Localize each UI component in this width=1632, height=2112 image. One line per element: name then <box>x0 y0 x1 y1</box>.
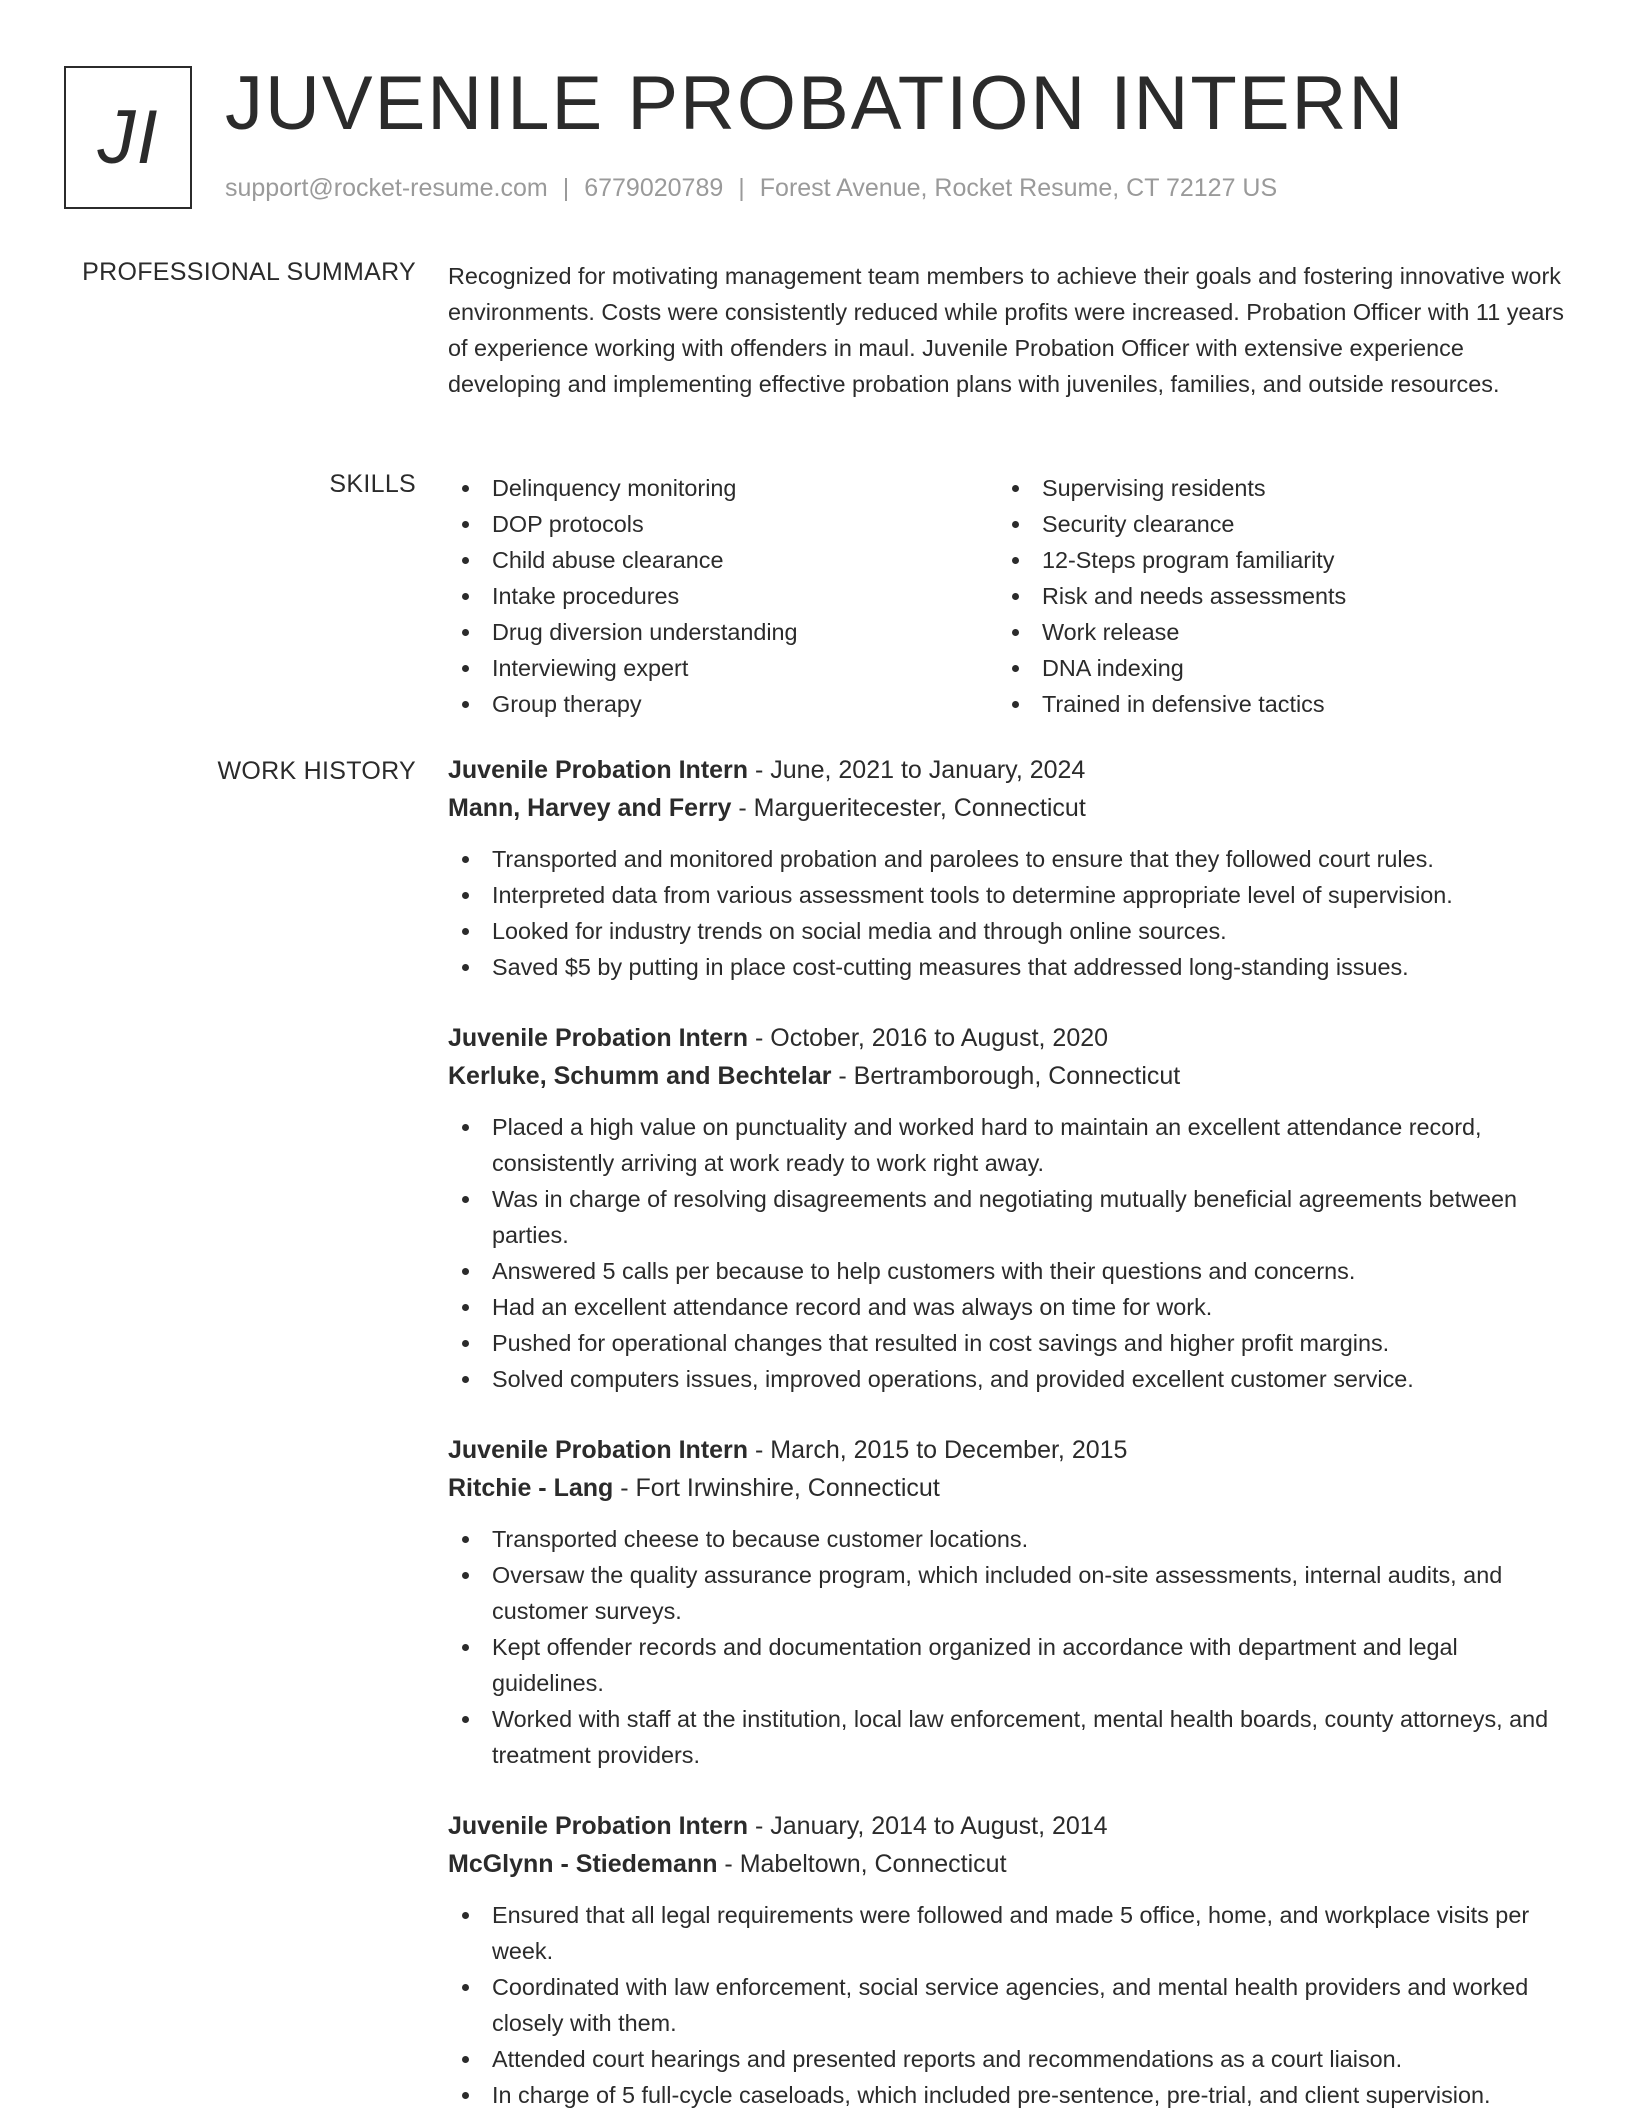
skill-item: Trained in defensive tactics <box>998 686 1548 722</box>
contact-phone[interactable]: 6779020789 <box>584 174 724 202</box>
skill-item: 12-Steps program familiarity <box>998 542 1548 578</box>
job-bullet: In charge of 5 full-cycle caseloads, which included pre-sentence, pre-trial, and client supervision. <box>448 2077 1568 2112</box>
summary-text: Recognized for motivating management team members to achieve their goals and fostering innovative work environments. Costs were consistently reduced while profits were increased. Probation Officer with 11 years of experience working with offenders in maul. Juvenile Probation Officer with extensive experience developing and implementing effective probation plans with juveniles, families, and outside resources. <box>448 263 1564 397</box>
job-bullet: Attended court hearings and presented reports and recommendations as a court liaison. <box>448 2041 1568 2077</box>
skill-item: Work release <box>998 614 1548 650</box>
job-role-line <box>448 1807 1568 1845</box>
job-location: - Bertramborough, Connecticut <box>831 1062 1181 1090</box>
job-bullet: Saved $5 by putting in place cost-cutting measures that addressed long-standing issues. <box>448 949 1568 985</box>
section-title-work-history: WORK HISTORY <box>217 757 416 785</box>
job-location: - Mabeltown, Connecticut <box>717 1850 1007 1878</box>
job-bullets <box>448 1521 1568 1773</box>
job-location: - Fort Irwinshire, Connecticut <box>613 1474 940 1502</box>
job-role: Juvenile Probation Intern <box>448 1024 749 1052</box>
contact-separator: | <box>738 174 745 202</box>
job-bullet: Worked with staff at the institution, local law enforcement, mental health boards, county attorneys, and treatment providers. <box>448 1701 1568 1773</box>
job-role: Juvenile Probation Intern <box>448 756 749 784</box>
section-title-skills: SKILLS <box>329 470 416 498</box>
job-bullets <box>448 1109 1568 1397</box>
skills-column-left <box>448 470 998 722</box>
contact-email[interactable]: support@rocket-resume.com <box>225 174 548 202</box>
job-company: McGlynn - Stiedemann <box>448 1850 718 1878</box>
skill-item: Group therapy <box>448 686 998 722</box>
job-bullet: Ensured that all legal requirements were followed and made 5 office, home, and workplace visits per week. <box>448 1897 1568 1969</box>
skill-item: DNA indexing <box>998 650 1548 686</box>
skill-item: Drug diversion understanding <box>448 614 998 650</box>
skill-item: Child abuse clearance <box>448 542 998 578</box>
job-dates: - June, 2021 to January, 2024 <box>748 756 1086 784</box>
job-entry <box>448 1807 1568 2112</box>
skill-item: Intake procedures <box>448 578 998 614</box>
job-role-line <box>448 1431 1568 1469</box>
job-bullet: Pushed for operational changes that resulted in cost savings and higher profit margins. <box>448 1325 1568 1361</box>
section-title-summary: PROFESSIONAL SUMMARY <box>82 258 416 286</box>
skill-item: Security clearance <box>998 506 1548 542</box>
job-company: Kerluke, Schumm and Bechtelar <box>448 1062 832 1090</box>
job-company-line <box>448 789 1568 827</box>
skill-item: Interviewing expert <box>448 650 998 686</box>
job-bullet: Transported cheese to because customer locations. <box>448 1521 1568 1557</box>
job-company: Ritchie - Lang <box>448 1474 614 1502</box>
job-bullet: Solved computers issues, improved operations, and provided excellent customer service. <box>448 1361 1568 1397</box>
contact-line <box>225 174 1277 203</box>
job-bullet: Had an excellent attendance record and was always on time for work. <box>448 1289 1568 1325</box>
monogram-initials: JI <box>97 95 159 180</box>
job-role-line <box>448 751 1568 789</box>
skill-item: Delinquency monitoring <box>448 470 998 506</box>
job-role-line <box>448 1019 1568 1057</box>
job-bullet: Kept offender records and documentation organized in accordance with department and legal guidelines. <box>448 1629 1568 1701</box>
job-location: - Margueritecester, Connecticut <box>731 794 1086 822</box>
job-bullets <box>448 841 1568 985</box>
job-bullet: Coordinated with law enforcement, social service agencies, and mental health providers and worked closely with them. <box>448 1969 1568 2041</box>
contact-separator: | <box>562 174 570 202</box>
job-dates: - October, 2016 to August, 2020 <box>748 1024 1109 1052</box>
job-role: Juvenile Probation Intern <box>448 1812 749 1840</box>
job-entry <box>448 1019 1568 1397</box>
job-bullet: Answered 5 calls per because to help customers with their questions and concerns. <box>448 1253 1568 1289</box>
resume-header <box>64 61 1568 216</box>
job-role: Juvenile Probation Intern <box>448 1436 749 1464</box>
job-bullet: Oversaw the quality assurance program, which included on-site assessments, internal audits, and customer surveys. <box>448 1557 1568 1629</box>
job-bullet: Was in charge of resolving disagreements and negotiating mutually beneficial agreements between parties. <box>448 1181 1568 1253</box>
contact-address: Forest Avenue, Rocket Resume, CT 72127 US <box>759 174 1278 202</box>
job-bullet: Placed a high value on punctuality and worked hard to maintain an excellent attendance record, consistently arriving at work ready to work right away. <box>448 1109 1568 1181</box>
candidate-title: JUVENILE PROBATION INTERN <box>225 61 1406 146</box>
job-dates: - January, 2014 to August, 2014 <box>748 1812 1108 1840</box>
job-bullet: Looked for industry trends on social media and through online sources. <box>448 913 1568 949</box>
job-company: Mann, Harvey and Ferry <box>448 794 732 822</box>
skills-column-right <box>998 470 1548 722</box>
job-bullet: Interpreted data from various assessment tools to determine appropriate level of supervision. <box>448 877 1568 913</box>
job-dates: - March, 2015 to December, 2015 <box>748 1436 1128 1464</box>
job-company-line <box>448 1845 1568 1883</box>
skill-item: Risk and needs assessments <box>998 578 1548 614</box>
job-entry <box>448 751 1568 985</box>
job-company-line <box>448 1469 1568 1507</box>
job-company-line <box>448 1057 1568 1095</box>
job-bullet: Transported and monitored probation and parolees to ensure that they followed court rules. <box>448 841 1568 877</box>
skill-item: Supervising residents <box>998 470 1548 506</box>
skill-item: DOP protocols <box>448 506 998 542</box>
job-bullets <box>448 1897 1568 2112</box>
job-entry <box>448 1431 1568 1773</box>
monogram-box <box>64 66 192 209</box>
